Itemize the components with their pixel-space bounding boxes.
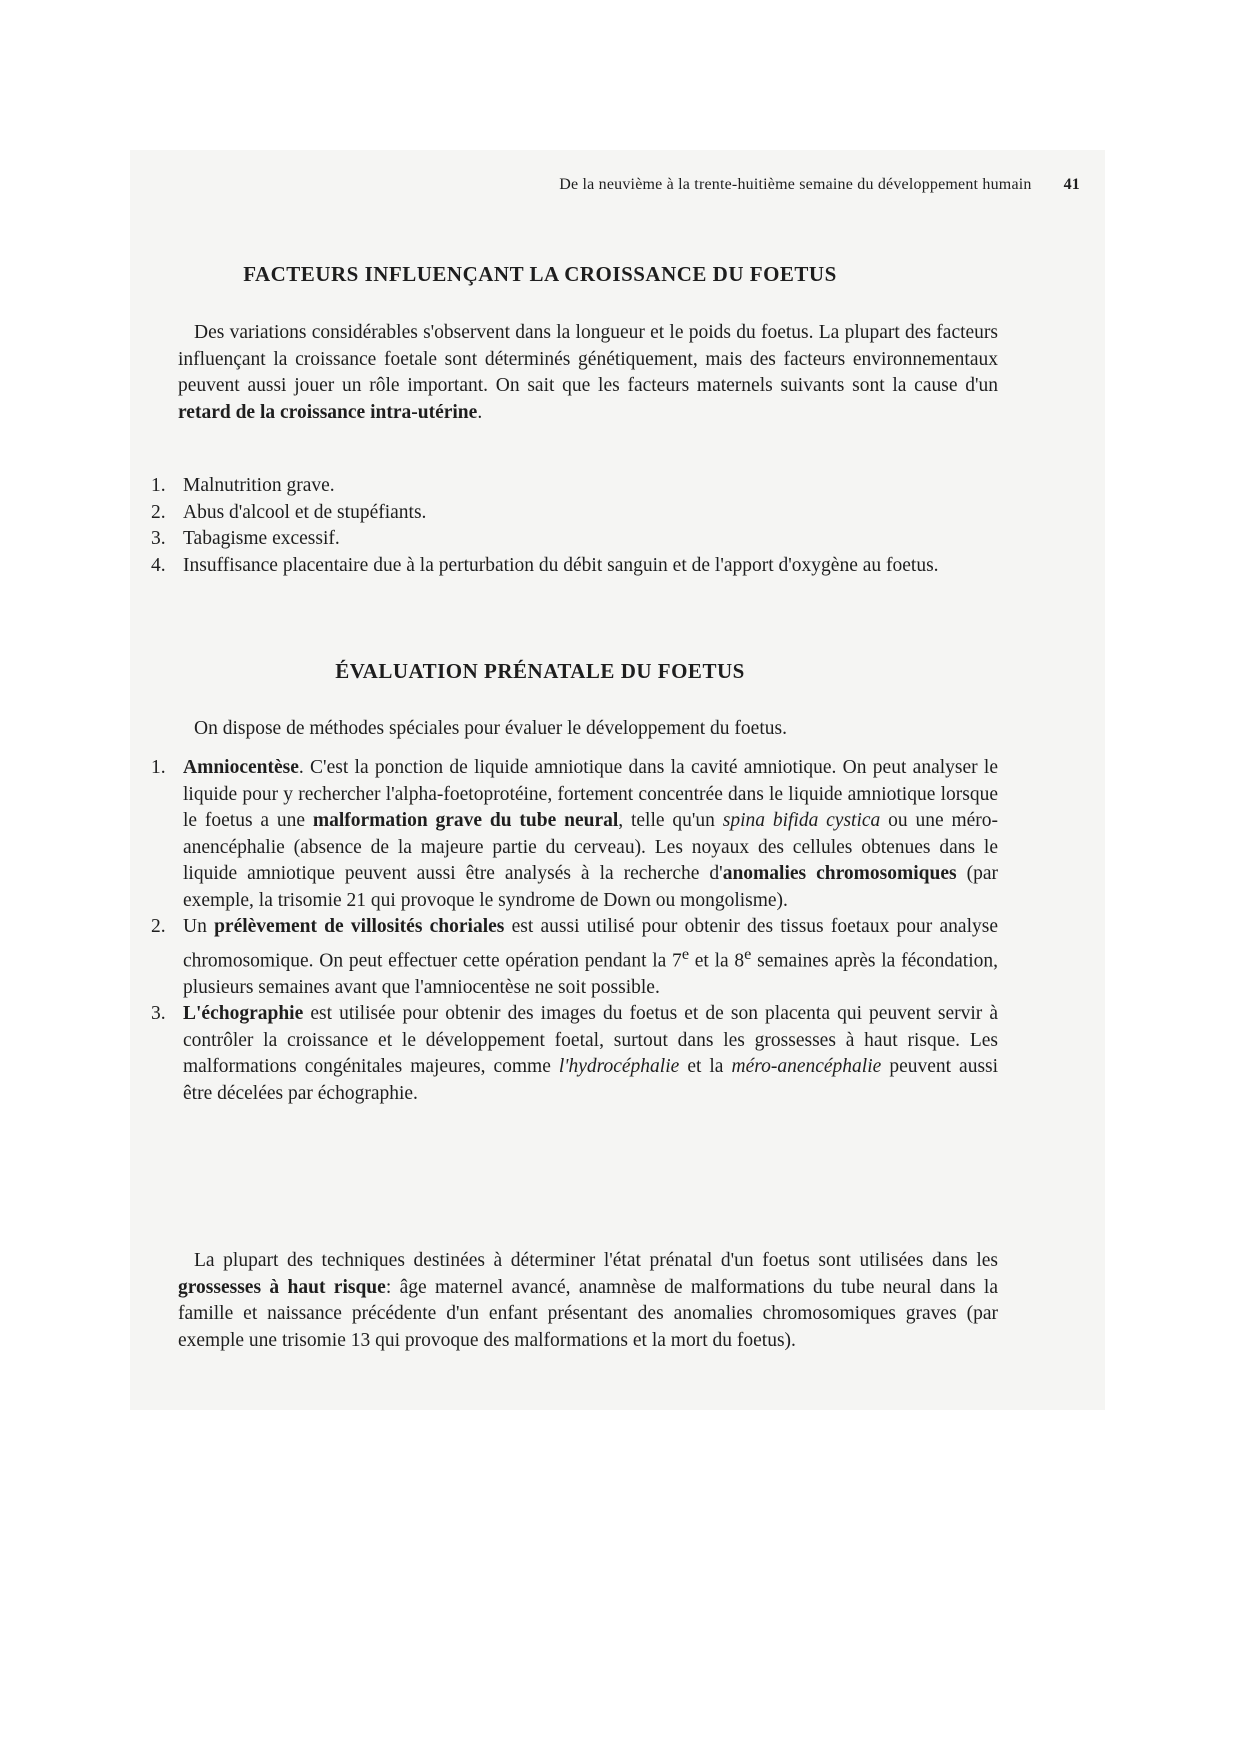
list-item: 2. Abus d'alcool et de stupéfiants. — [151, 501, 427, 523]
growth-intro-paragraph: Des variations considérables s'observent dans la longueur et le poids du foetus. La plupart des facteurs influençant la croissance foetale sont déterminés génétiquement, mais des facteurs environnementaux peuvent aussi jouer un rôle important. On sait que les facteurs maternels suivants sont la cause d'un retard de la croissance intra-utérine. — [178, 322, 998, 423]
closing-paragraph: La plupart des techniques destinées à déterminer l'état prénatal d'un foetus sont utilisées dans les grossesses à haut risque: âge maternel avancé, anamnèse de malformations du tube neural dans la famille et naissance précédente d'un enfant présentant des anomalies chromosomiques graves (par exemple une trisomie 13 qui provoque des malformations et la mort du foetus). — [178, 1250, 998, 1351]
page-number: 41 — [1063, 176, 1080, 193]
high-risk-term: grossesses à haut risque — [178, 1276, 386, 1298]
section-heading-growth-factors: FACTEURS INFLUENÇANT LA CROISSANCE DU FOETUS — [243, 262, 837, 286]
prenatal-intro-paragraph: On dispose de méthodes spéciales pour évaluer le développement du foetus. — [194, 718, 787, 739]
list-item-amniocentesis: 1. Amniocentèse. C'est la ponction de liquide amniotique dans la cavité amniotique. On peut analyser le liquide pour y rechercher l'alpha-foetoprotéine, fortement concentrée dans le liquide amniotique lorsque le foetus a une malformation grave du tube neural, telle qu'un spina bifida cystica ou une méro-anencéphalie (absence de la majeure partie du cerveau). Les noyaux des cellules obtenues dans le liquide amniotique peuvent aussi être analysés à la recherche d'anomalies chromosomiques (par exemple, la trisomie 21 qui provoque le syndrome de Down ou mongolisme). — [151, 757, 999, 911]
list-item-ultrasound: 3. L'échographie est utilisée pour obtenir des images du foetus et de son placenta qui peuvent servir à contrôler la croissance et le développement foetal, surtout dans les grossesses à haut risque. Les malformations congénitales majeures, comme l'hydrocéphalie et la méro-anencéphalie peuvent aussi être décelées par échographie. — [151, 1003, 999, 1104]
list-item-chorionic-villus: 2. Un prélèvement de villosités choriales est aussi utilisé pour obtenir des tissus foetaux pour analyse chromosomique. On peut effectuer cette opération pendant la 7e et la 8e semaines après la fécondation, plusieurs semaines avant que l'amniocentèse ne soit possible. — [151, 916, 999, 998]
list-item: 4. Insuffisance placentaire due à la perturbation du débit sanguin et de l'apport d'oxygène au foetus. — [151, 554, 939, 576]
prenatal-methods-list — [151, 755, 999, 1107]
running-header — [130, 176, 1080, 194]
list-item: 1. Malnutrition grave. — [151, 475, 335, 496]
running-title: De la neuvième à la trente-huitième semaine du développement humain — [559, 176, 1032, 193]
maternal-factors-list — [151, 473, 998, 579]
list-item: 3. Tabagisme excessif. — [151, 528, 340, 549]
section-heading-prenatal-evaluation: ÉVALUATION PRÉNATALE DU FOETUS — [335, 659, 745, 683]
growth-retardation-term: retard de la croissance intra-utérine — [178, 401, 478, 423]
